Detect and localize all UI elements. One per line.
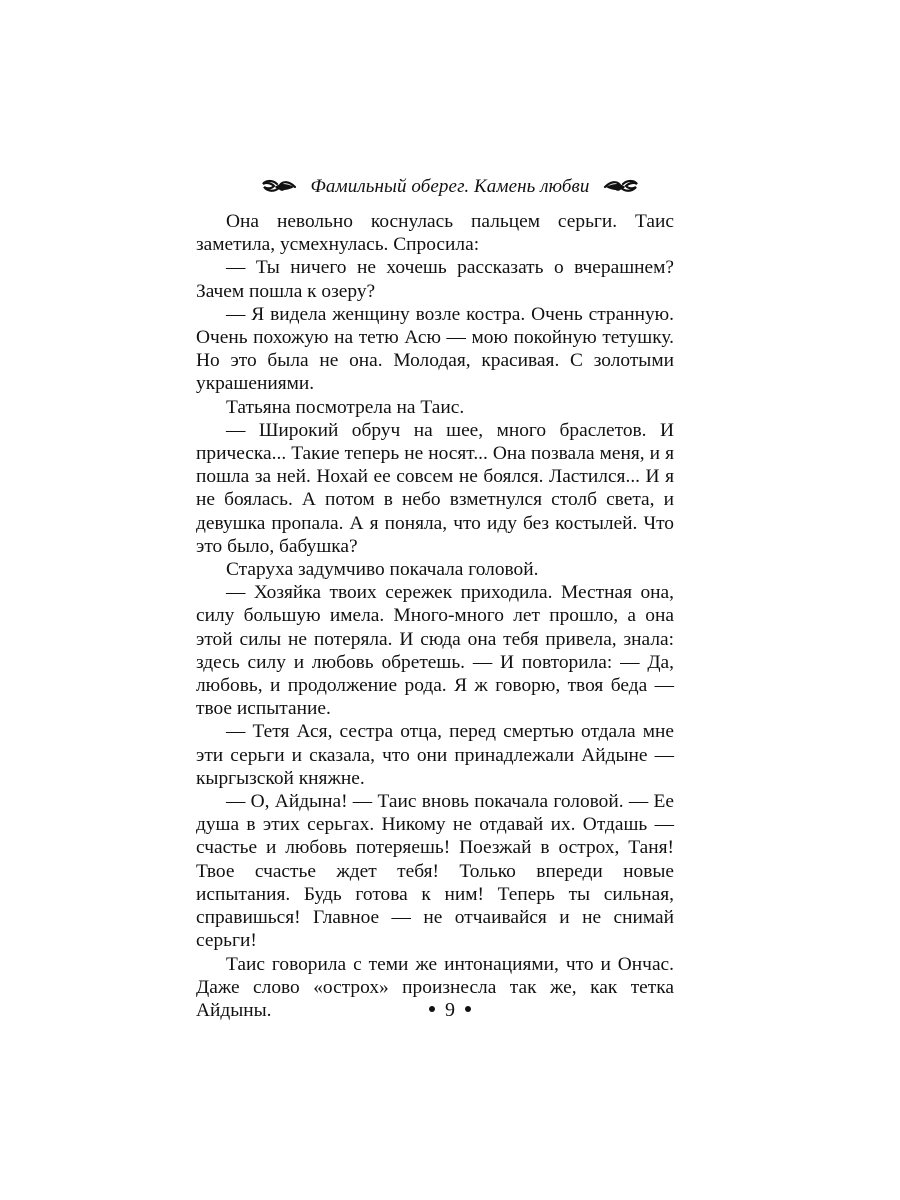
header-title: Фамильный оберег. Камень любви xyxy=(310,176,590,197)
paragraph: Татьяна посмотрела на Таис. xyxy=(226,396,465,418)
page-number xyxy=(0,998,900,1022)
bullet-icon xyxy=(465,1006,471,1012)
paragraph: — О, Айдына! — Таис вновь покачала головой. — Ее душа в этих серьгах. Никому не отдавай их. Отдашь — счастье и любовь потеряешь! Поезжай в острох, Таня! Твое счастье ждет тебя! Только впереди новые испытания. Будь готова к ним! Теперь ты сильная, справишься! Главное — не отчаивайся и не снимай серьги! xyxy=(196,791,674,952)
paragraph: — Широкий обруч на шее, много браслетов. И прическа... Такие теперь не носят... Она позвала меня, и я пошла за ней. Нохай ее совсем не боялся. Ластился... И я не боялась. А потом в небо взметнулся столб света, и девушка пропала. А я поняла, что иду без костылей. Что это было, бабушка? xyxy=(196,419,674,557)
bullet-icon xyxy=(429,1006,435,1012)
running-header xyxy=(226,172,674,202)
paragraph: — Тетя Ася, сестра отца, перед смертью отдала мне эти серьги и сказала, что они принадлежали Айдыне — кыргызской княжне. xyxy=(196,721,674,789)
paragraph: Старуха задумчиво покачала головой. xyxy=(226,559,539,581)
paragraph: — Ты ничего не хочешь рассказать о вчерашнем? Зачем пошла к озеру? xyxy=(196,257,674,302)
paragraph: — Я видела женщину возле костра. Очень странную. Очень похожую на тетю Асю — мою покойную тетушку. Но это была не она. Молодая, красивая. С золотыми украшениями. xyxy=(196,303,674,395)
body-text xyxy=(196,210,674,1022)
paragraph: Таис говорила с теми же интонациями, что и Ончас. Даже слово «острох» произнесла так же, как тетка Айдыны. xyxy=(196,953,674,1021)
flourish-left-icon xyxy=(261,178,297,196)
flourish-right-icon xyxy=(603,178,639,196)
paragraph: Она невольно коснулась пальцем серьги. Таис заметила, усмехнулась. Спросила: xyxy=(196,211,674,256)
paragraph: — Хозяйка твоих сережек приходила. Местная она, силу большую имела. Много-много лет прошло, а она этой силы не потеряла. И сюда она тебя привела, знала: здесь силу и любовь обретешь. — И повторила: — Да, любовь, и продолжение рода. Я ж говорю, твоя беда — твое испытание. xyxy=(196,582,674,720)
page-number-value: 9 xyxy=(445,999,455,1021)
